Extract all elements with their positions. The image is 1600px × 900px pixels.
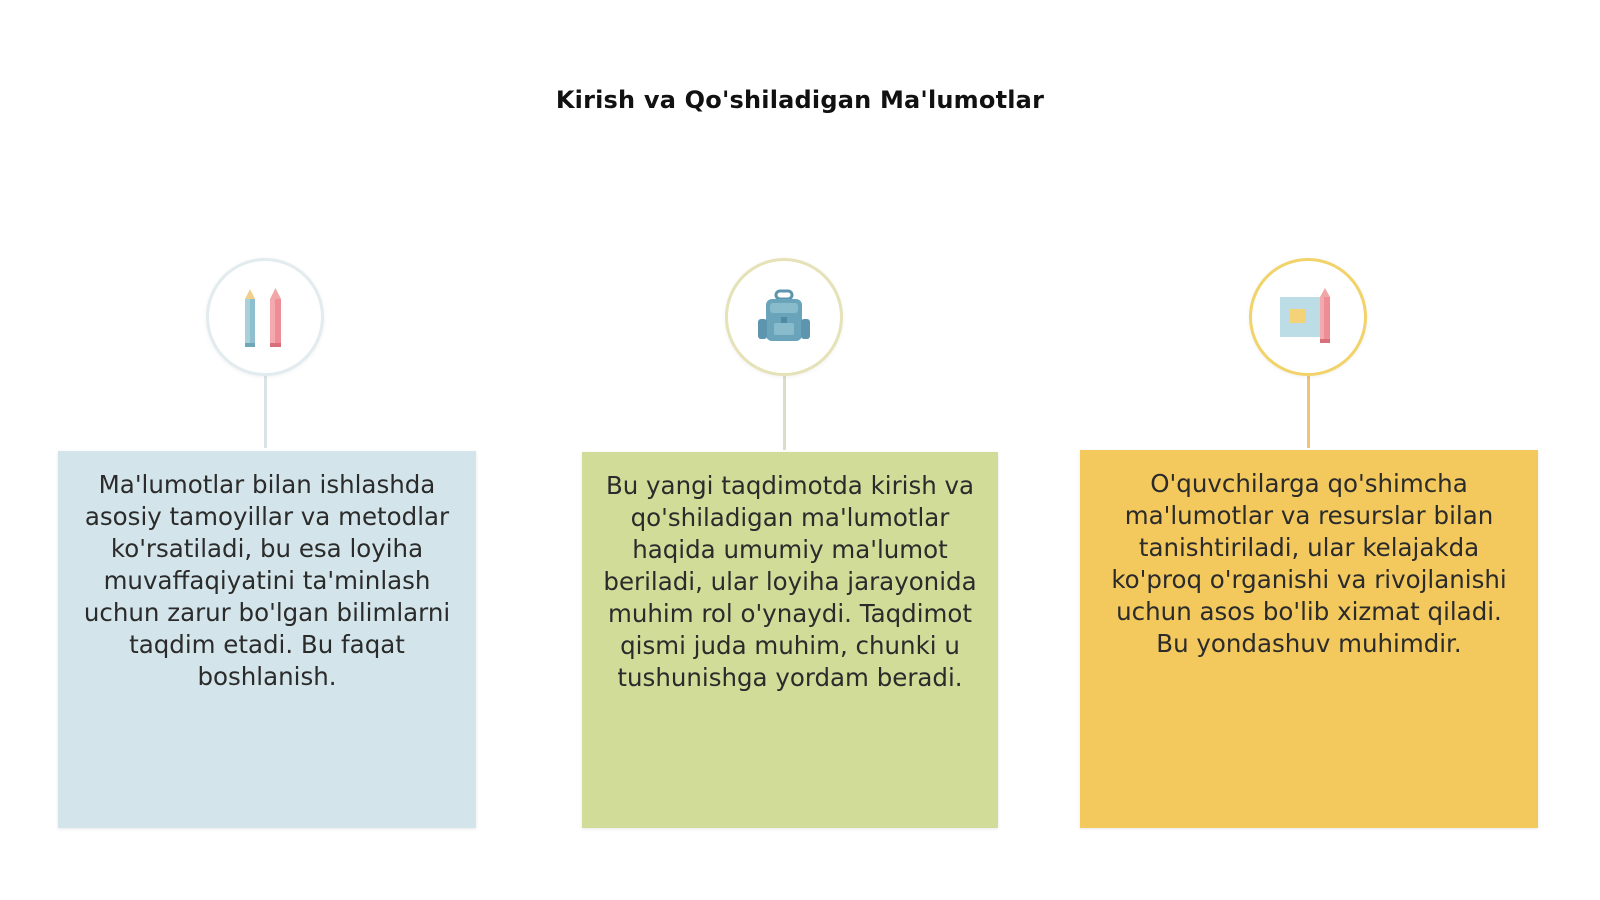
- pencils-icon: [237, 285, 293, 349]
- connector-line-1: [264, 376, 267, 448]
- info-card-text-3: O'quvchilarga qo'shimcha ma'lumotlar va resurslar bilan tanishtiriladi, ular kelajakda ko'proq o'rganishi va rivojlanishi uchun asos bo'lib xizmat qiladi. Bu yondashuv muhimdir.: [1111, 469, 1507, 658]
- info-card-text-1: Ma'lumotlar bilan ishlashda asosiy tamoyillar va metodlar ko'rsatiladi, bu esa loyiha muvaffaqiyatini ta'minlash uchun zarur bo'lgan bilimlarni taqdim etadi. Bu faqat boshlanish.: [83, 470, 451, 691]
- drawing-pencil-icon: [1276, 287, 1340, 347]
- icon-circle-1: [206, 258, 324, 376]
- connector-line-2: [783, 376, 786, 450]
- icon-circle-2: [725, 258, 843, 376]
- info-card-text-2: Bu yangi taqdimotda kirish va qo'shiladigan ma'lumotlar haqida umumiy ma'lumot beriladi, ular loyiha jarayonida muhim rol o'ynaydi. Taqdimot qismi juda muhim, chunki u tushunishga yordam beradi.: [603, 471, 977, 692]
- connector-line-3: [1307, 376, 1310, 448]
- info-card-1: [58, 451, 476, 828]
- info-card-3: [1080, 450, 1538, 828]
- backpack-icon: [754, 287, 814, 347]
- icon-circle-3: [1249, 258, 1367, 376]
- slide-title: Kirish va Qo'shiladigan Ma'lumotlar: [555, 86, 1045, 114]
- info-card-2: [582, 452, 998, 828]
